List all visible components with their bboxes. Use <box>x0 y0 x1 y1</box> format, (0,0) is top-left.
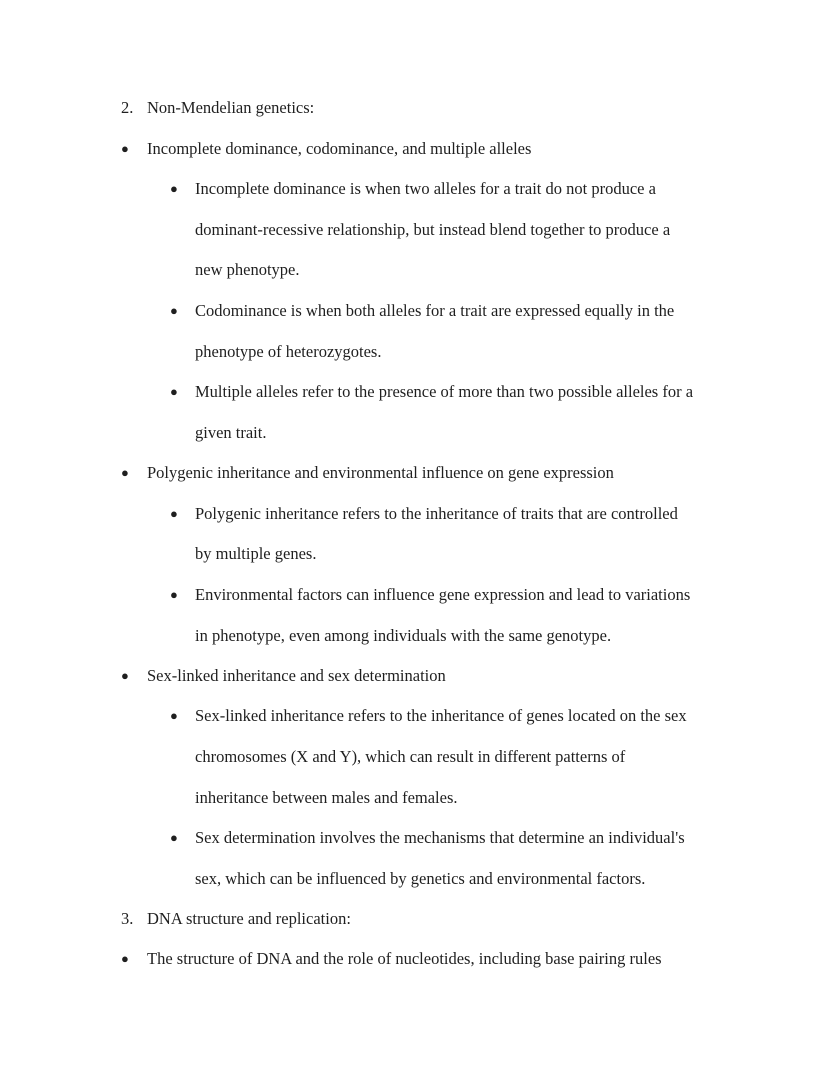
section-number: 3. <box>121 909 134 928</box>
bullet-icon: ● <box>170 830 178 845</box>
detail-line: inheritance between males and females. <box>195 788 458 807</box>
section-number: 2. <box>121 98 134 117</box>
detail-line: dominant-recessive relationship, but instead blend together to produce a <box>195 220 671 239</box>
detail-line: Sex determination involves the mechanisms that determine an individual's <box>195 828 685 847</box>
bullet-icon: ● <box>170 587 178 602</box>
bullet-icon: ● <box>121 951 129 966</box>
detail-line: Environmental factors can influence gene expression and lead to variations <box>195 585 691 604</box>
bullet-icon: ● <box>170 303 178 318</box>
detail-line: Sex-linked inheritance refers to the inheritance of genes located on the sex <box>195 706 687 725</box>
detail-line: by multiple genes. <box>195 544 317 563</box>
section-heading: Non-Mendelian genetics: <box>147 98 315 117</box>
topic-heading: Incomplete dominance, codominance, and multiple alleles <box>147 139 532 158</box>
detail-line: Codominance is when both alleles for a trait are expressed equally in the <box>195 301 675 320</box>
bullet-icon: ● <box>170 384 178 399</box>
bullet-icon: ● <box>170 708 178 723</box>
detail-line: new phenotype. <box>195 260 300 279</box>
detail-line: Incomplete dominance is when two alleles for a trait do not produce a <box>195 179 656 198</box>
topic-heading: The structure of DNA and the role of nucleotides, including base pairing rules <box>147 949 662 968</box>
section-heading: DNA structure and replication: <box>147 909 351 928</box>
bullet-icon: ● <box>121 141 129 156</box>
detail-line: Polygenic inheritance refers to the inheritance of traits that are controlled <box>195 504 678 523</box>
bullet-icon: ● <box>121 668 129 683</box>
detail-line: phenotype of heterozygotes. <box>195 342 382 361</box>
bullet-icon: ● <box>170 181 178 196</box>
topic-heading: Sex-linked inheritance and sex determination <box>147 666 446 685</box>
detail-line: chromosomes (X and Y), which can result in different patterns of <box>195 747 626 766</box>
detail-line: Multiple alleles refer to the presence of more than two possible alleles for a <box>195 382 694 401</box>
bullet-icon: ● <box>121 465 129 480</box>
topic-heading: Polygenic inheritance and environmental influence on gene expression <box>147 463 614 482</box>
detail-line: given trait. <box>195 423 267 442</box>
bullet-icon: ● <box>170 506 178 521</box>
detail-line: sex, which can be influenced by genetics and environmental factors. <box>195 869 646 888</box>
detail-line: in phenotype, even among individuals with the same genotype. <box>195 626 612 645</box>
